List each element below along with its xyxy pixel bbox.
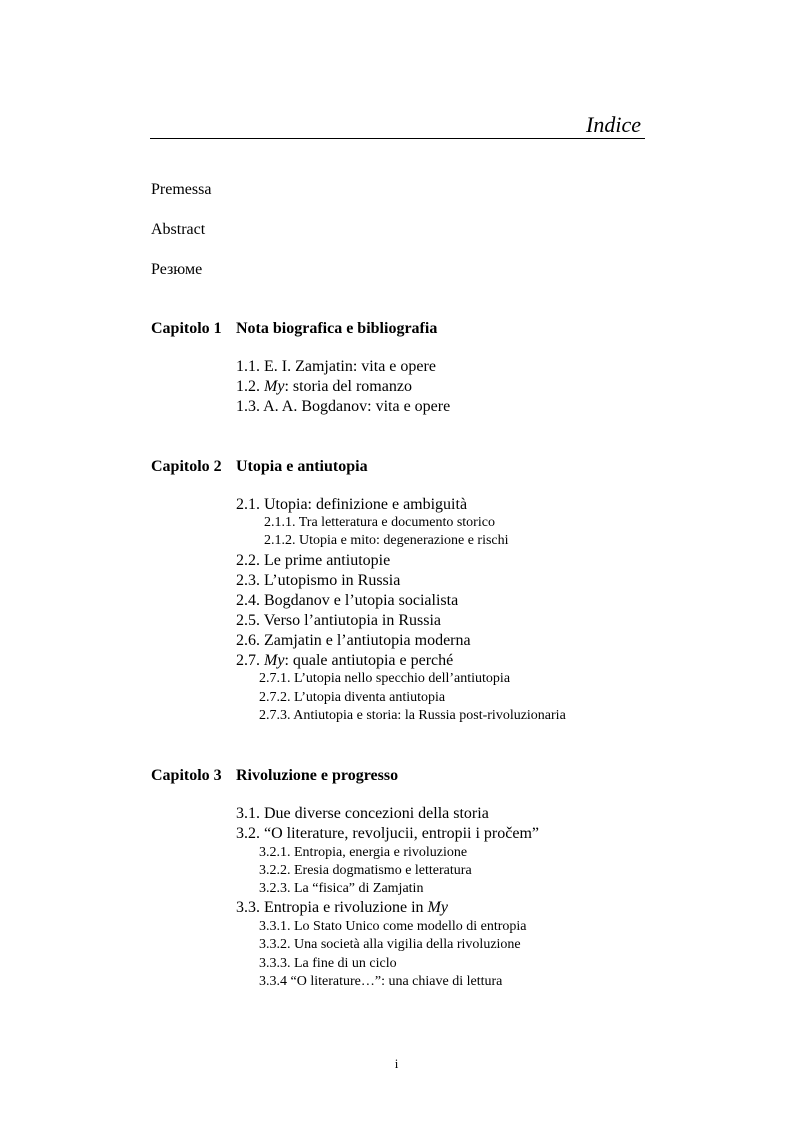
toc-section[interactable]: 1.1. E. I. Zamjatin: vita e opere xyxy=(236,358,436,375)
toc-section[interactable]: 2.4. Bogdanov e l’utopia socialista xyxy=(236,592,459,609)
toc-section[interactable]: 2.3. L’utopismo in Russia xyxy=(236,572,401,589)
toc-subsection[interactable]: 3.2.2. Eresia dogmatismo e letteratura xyxy=(259,863,472,878)
toc-front-resume[interactable]: Резюме xyxy=(151,261,203,278)
chapter-heading[interactable] xyxy=(151,458,368,476)
chapter-number: Capitolo 3 xyxy=(151,767,222,784)
chapter-heading[interactable] xyxy=(151,320,437,338)
chapter-number: Capitolo 1 xyxy=(151,320,222,337)
chapter-heading[interactable] xyxy=(151,767,398,785)
toc-section[interactable]: 2.2. Le prime antiutopie xyxy=(236,552,391,569)
toc-subsection[interactable]: 3.3.4 “O literature…”: una chiave di lettura xyxy=(259,974,503,989)
toc-subsection[interactable]: 3.3.2. Una società alla vigilia della rivoluzione xyxy=(259,937,521,952)
toc-section[interactable]: 3.3. Entropia e rivoluzione in My xyxy=(236,899,448,916)
page-number: i xyxy=(394,1056,399,1071)
toc-subsection[interactable]: 2.7.1. L’utopia nello specchio dell’antiutopia xyxy=(259,671,511,686)
toc-subsection[interactable]: 3.3.3. La fine di un ciclo xyxy=(259,956,397,971)
toc-section[interactable]: 2.6. Zamjatin e l’antiutopia moderna xyxy=(236,632,471,649)
page-title: Indice xyxy=(586,112,641,137)
chapter-title: Utopia e antiutopia xyxy=(236,458,368,475)
toc-subsection[interactable]: 3.3.1. Lo Stato Unico come modello di entropia xyxy=(259,919,527,934)
toc-section[interactable]: 1.3. A. A. Bogdanov: vita e opere xyxy=(236,398,451,415)
chapter-title: Rivoluzione e progresso xyxy=(236,767,399,784)
toc-front-premessa[interactable]: Premessa xyxy=(151,181,212,198)
toc-section[interactable]: 3.1. Due diverse concezioni della storia xyxy=(236,805,489,822)
toc-subsection[interactable]: 3.2.1. Entropia, energia e rivoluzione xyxy=(259,845,468,860)
chapter-title: Nota biografica e bibliografia xyxy=(236,320,438,337)
toc-subsection[interactable]: 3.2.3. La “fisica” di Zamjatin xyxy=(259,881,424,896)
toc-section[interactable]: 3.2. “O literature, revoljucii, entropii i pročem” xyxy=(236,825,539,842)
toc-section[interactable]: 2.1. Utopia: definizione e ambiguità xyxy=(236,496,468,513)
toc-subsection[interactable]: 2.7.2. L’utopia diventa antiutopia xyxy=(259,690,446,705)
toc-subsection[interactable]: 2.7.3. Antiutopia e storia: la Russia post-rivoluzionaria xyxy=(259,708,566,723)
toc-subsection[interactable]: 2.1.1. Tra letteratura e documento storico xyxy=(264,515,495,530)
title-rule xyxy=(150,138,645,139)
toc-front-abstract[interactable]: Abstract xyxy=(151,221,206,238)
toc-section[interactable]: 1.2. My: storia del romanzo xyxy=(236,378,412,395)
toc-section[interactable]: 2.7. My: quale antiutopia e perché xyxy=(236,652,454,669)
toc-section[interactable]: 2.5. Verso l’antiutopia in Russia xyxy=(236,612,442,629)
chapter-number: Capitolo 2 xyxy=(151,458,222,475)
toc-subsection[interactable]: 2.1.2. Utopia e mito: degenerazione e rischi xyxy=(264,533,509,548)
